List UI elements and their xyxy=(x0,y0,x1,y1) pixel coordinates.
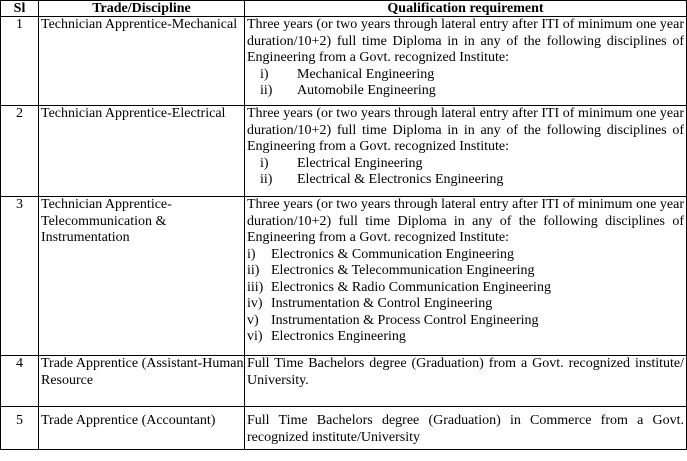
list-item-number: ii) xyxy=(260,83,273,98)
row-trade: Technician Apprentice-Mechanical xyxy=(39,17,245,106)
header-row xyxy=(1,1,687,17)
discipline-list xyxy=(247,67,684,100)
list-item-number: ii) xyxy=(260,172,273,187)
qualification-intro: Full Time Bachelors degree (Graduation) in Commerce from a Govt. recognized institute/University xyxy=(247,413,684,445)
row-sl: 3 xyxy=(1,197,39,356)
qualification-intro: Three years (or two years through lateral entry after ITI of minimum one year duration/10+2) full time Diploma in any of the following disciplines of Engineering from a Govt. recognized Institute: xyxy=(247,197,684,245)
row-qualification xyxy=(245,17,687,106)
row-sl xyxy=(1,407,39,450)
list-item-number: v) xyxy=(247,312,259,328)
list-item-text: Electrical & Electronics Engineering xyxy=(297,172,504,187)
list-item-number: ii) xyxy=(247,263,260,278)
list-item xyxy=(247,83,684,100)
list-item-number: i) xyxy=(260,155,269,171)
discipline-list xyxy=(247,247,684,346)
table-row xyxy=(1,197,687,356)
list-item xyxy=(247,280,684,297)
list-item-number: iii) xyxy=(247,279,264,295)
row-trade: Technician Apprentice-Telecommunication & Instrumentation xyxy=(39,197,245,356)
list-item-number: vi) xyxy=(247,329,263,344)
table-row xyxy=(1,356,687,407)
row-sl: 4 xyxy=(1,356,39,407)
discipline-list xyxy=(247,156,684,189)
list-item-text: Instrumentation & Control Engineering xyxy=(271,296,493,311)
list-item-number: i) xyxy=(247,246,256,262)
list-item-text: Electronics & Communication Engineering xyxy=(271,246,514,262)
list-item xyxy=(247,313,684,330)
qualification-intro: Three years (or two years through lateral entry after ITI of minimum one year duration/10+2) full time Diploma in in any of the following disciplines of Engineering from a Govt. recognized Institute: xyxy=(247,17,684,65)
list-item-text: Instrumentation & Process Control Engineering xyxy=(271,312,539,328)
table-row xyxy=(1,106,687,197)
list-item-text: Automobile Engineering xyxy=(297,83,436,98)
list-item xyxy=(247,296,684,313)
qualification-intro: Three years (or two years through lateral entry after ITI of minimum one year duration/10+2) full time Diploma in in any of the following disciplines of Engineering from a Govt. recognized Institute: xyxy=(247,106,684,154)
row-qualification xyxy=(245,407,687,450)
row-qualification xyxy=(245,356,687,407)
row-trade: Trade Apprentice (Assistant-Human Resource xyxy=(39,356,245,407)
list-item-text: Electrical Engineering xyxy=(297,155,423,171)
list-item-number: i) xyxy=(260,66,269,82)
list-item xyxy=(247,329,684,346)
list-item xyxy=(247,263,684,280)
list-item xyxy=(247,67,684,84)
row-qualification xyxy=(245,197,687,356)
list-item xyxy=(247,247,684,264)
row-trade xyxy=(39,407,245,450)
list-item-text: Electronics & Telecommunication Engineering xyxy=(271,263,535,278)
row-trade-value: Trade Apprentice (Accountant) xyxy=(41,413,216,428)
list-item xyxy=(247,172,684,189)
list-item-text: Mechanical Engineering xyxy=(297,66,435,82)
qualification-intro: Full Time Bachelors degree (Graduation) from a Govt. recognized institute/ University. xyxy=(247,356,684,388)
table-row xyxy=(1,17,687,106)
row-qualification xyxy=(245,106,687,197)
row-trade: Technician Apprentice-Electrical xyxy=(39,106,245,197)
row-sl: 1 xyxy=(1,17,39,106)
row-sl-value: 5 xyxy=(16,413,23,428)
table-row xyxy=(1,407,687,450)
list-item-number: iv) xyxy=(247,296,263,311)
header-qualification: Qualification requirement xyxy=(245,1,687,17)
header-sl: Sl xyxy=(1,1,39,17)
header-trade: Trade/Discipline xyxy=(39,1,245,17)
list-item xyxy=(247,156,684,173)
row-sl: 2 xyxy=(1,106,39,197)
list-item-text: Electronics Engineering xyxy=(271,329,406,344)
list-item-text: Electronics & Radio Communication Engineering xyxy=(271,279,551,295)
